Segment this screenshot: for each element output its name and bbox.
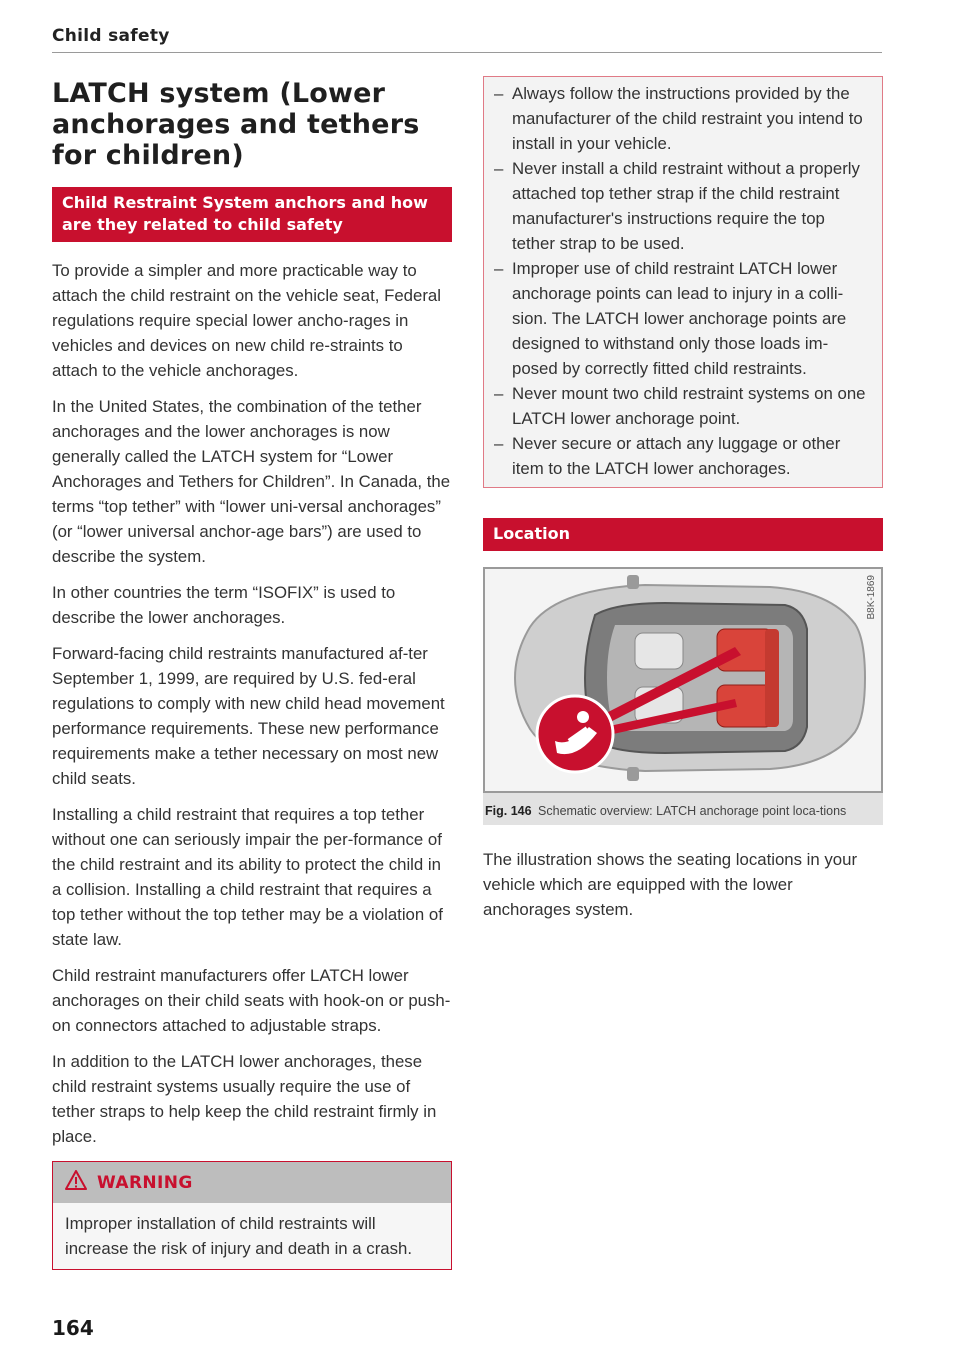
paragraph: Installing a child restraint that requires a top tether without one can seriously impair the per-formance of the child restraint and its ability to protect the child in a collision. Installing a child restraint that requires a top tether without the top tether may be a violation of state law. (52, 805, 443, 949)
left-column (52, 72, 452, 1270)
page-number: 164 (52, 1316, 94, 1340)
figure-caption (483, 793, 883, 825)
warning-text: Improper installation of child restraints will increase the risk of injury and death in a crash. (53, 1203, 451, 1269)
list-item: – Improper use of child restraint LATCH lower anchorage points can lead to injury in a colli-sion. The LATCH lower anchorage points are designed to withstand only those loads im-posed by correctly fitted child restraints. (494, 259, 847, 378)
figure-label: Fig. 146 (485, 804, 532, 818)
list-item: – Never secure or attach any luggage or other item to the LATCH lower anchorages. (494, 434, 841, 478)
paragraph: Forward-facing child restraints manufactured af-ter September 1, 1999, are required by U.S. fed-eral regulations to comply with new child head movement performance requirements. These new performance requirements make a tether necessary on most new child seats. (52, 644, 445, 788)
paragraph: Child restraint manufacturers offer LATCH lower anchorages on their child seats with hook-on or push-on connectors attached to adjustable straps. (52, 966, 451, 1035)
warning-list (494, 81, 870, 481)
car-top-view-illustration (485, 569, 881, 787)
warning-header (53, 1162, 451, 1203)
page-title: LATCH system (Lower anchorages and tethers for children) (52, 78, 420, 171)
list-item: – Always follow the instructions provided by the manufacturer of the child restraint you intend to install in your vehicle. (494, 84, 863, 153)
paragraph: In addition to the LATCH lower anchorages, these child restraint systems usually require the use of tether straps to help keep the child restraint firmly in place. (52, 1052, 437, 1146)
location-paragraph: The illustration shows the seating locations in your vehicle which are equipped with the lower anchorages system. (483, 850, 858, 919)
vehicle-figure (483, 567, 883, 793)
header-divider (52, 52, 882, 53)
list-item: – Never mount two child restraint systems on one LATCH lower anchorage point. (494, 384, 866, 428)
location-heading: Location (483, 518, 883, 551)
figure-caption-text: Schematic overview: LATCH anchorage point loca-tions (538, 804, 847, 818)
paragraph: In other countries the term “ISOFIX” is used to describe the lower anchorages. (52, 583, 396, 627)
paragraph: To provide a simpler and more practicable way to attach the child restraint on the vehicle seat, Federal regulations require special lower ancho-rages in vehicles and devices on new child re-straints to attach to the vehicle anchorages. (52, 261, 441, 380)
warning-label: WARNING (97, 1172, 193, 1193)
right-column (483, 76, 883, 933)
warning-continued-box (483, 76, 883, 488)
list-item: – Never install a child restraint without a properly attached top tether strap if the child restraint manufacturer's instructions require the top tether strap to be used. (494, 159, 860, 253)
warning-triangle-icon (65, 1170, 87, 1195)
section-header: Child safety (52, 26, 170, 46)
warning-box (52, 1161, 452, 1270)
paragraph: In the United States, the combination of the tether anchorages and the lower anchorages is now generally called the LATCH system for “Lower Anchorages and Tethers for Children”. In Canada, the terms “top tether” with “lower uni-versal anchorages” (or “lower universal anchor-age bars”) are used to describe the system. (52, 397, 451, 566)
figure-code: B8K-1869 (866, 575, 877, 620)
subheading-band: Child Restraint System anchors and how are they related to child safety (52, 187, 452, 242)
